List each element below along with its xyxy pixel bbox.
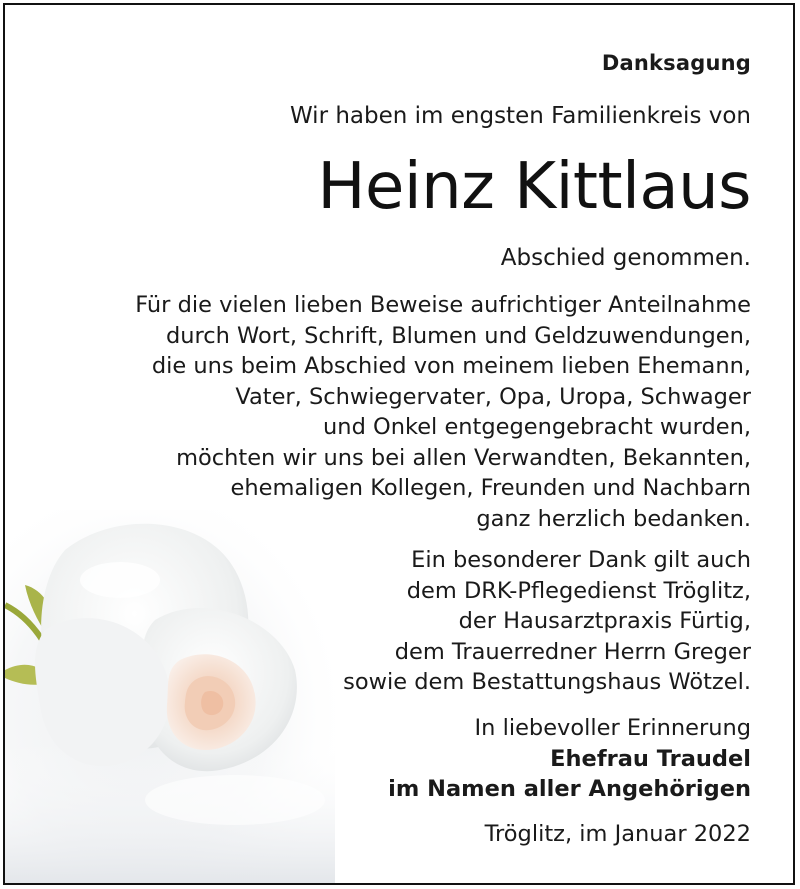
place-date: Tröglitz, im Januar 2022: [484, 821, 751, 847]
text-line: die uns beim Abschied von meinem lieben Ehemann,: [151, 353, 751, 379]
signatory-name: Ehefrau Traudel: [550, 745, 751, 772]
text-line: Für die vielen lieben Beweise aufrichtiger Anteilnahme: [135, 292, 751, 318]
text-line: und Onkel entgegengebracht wurden,: [323, 414, 751, 440]
farewell-line: Abschied genommen.: [500, 245, 751, 271]
text-line: ganz herzlich bedanken.: [476, 505, 751, 532]
deceased-name: Heinz Kittlaus: [317, 150, 751, 224]
intro-line: Wir haben im engsten Familienkreis von: [289, 103, 751, 129]
text-line: dem DRK-Pflegedienst Tröglitz,: [406, 577, 751, 604]
text-line: dem Trauerredner Herrn Greger: [394, 638, 751, 665]
text-line: möchten wir uns bei allen Verwandten, Bekannten,: [176, 444, 751, 471]
text-line: der Hausarztpraxis Fürtig,: [458, 608, 751, 634]
thanks-paragraph: [135, 290, 751, 534]
text-line: Vater, Schwiegervater, Opa, Uropa, Schwager: [235, 383, 751, 410]
family-line: im Namen aller Angehörigen: [388, 776, 751, 802]
text-line: sowie dem Bestattungshaus Wötzel.: [343, 669, 751, 695]
special-thanks-paragraph: [343, 545, 751, 698]
text-line: durch Wort, Schrift, Blumen und Geldzuwendungen,: [165, 322, 751, 349]
white-rose-image: [5, 510, 335, 885]
notice-heading: Danksagung: [601, 51, 751, 75]
obituary-frame: [3, 3, 795, 885]
signature-block: [388, 713, 751, 805]
text-line: ehemaligen Kollegen, Freunden und Nachbarn: [230, 475, 751, 501]
closing-line: In liebevoller Erinnerung: [474, 715, 751, 741]
text-line: Ein besonderer Dank gilt auch: [411, 547, 751, 573]
